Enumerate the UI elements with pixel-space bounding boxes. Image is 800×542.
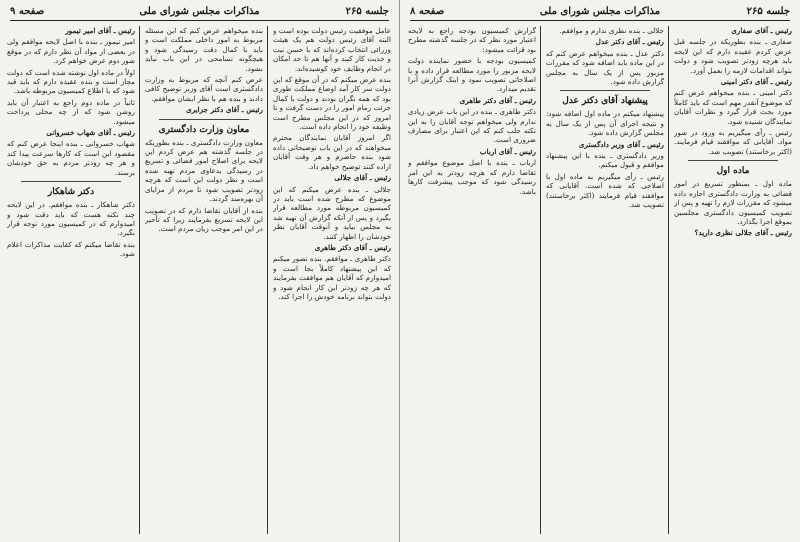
divider — [688, 160, 778, 161]
columns — [408, 26, 792, 534]
paragraph: پیشنهاد میکنم در ماده اول اضافه شود: و نتیجه اجرای آن پس از یک سال به مجلس گزارش داده شود. — [546, 109, 664, 138]
speaker-line: رئیس ـ آقای دکتر عدل — [595, 37, 664, 47]
paragraph: رئیس ـ رأی میگیریم به ماده اول با اصلاحی که شده است. آقایانی که موافقند قیام فرمایند (اکثر برخاستند) تصویب شد. — [546, 171, 664, 210]
column-divider — [668, 26, 669, 534]
page-header — [410, 6, 790, 21]
session-number: جلسه ۲۶۵ — [746, 6, 790, 17]
paragraph: کمیسیون بودجه با حضور نماینده دولت لایحه مزبور را مورد مطالعه قرار داده و با اصلاحاتی تصویب نمود و اینک گزارش آنرا تقدیم میدارد. — [408, 56, 536, 94]
paragraph: ثانیاً در ماده دوم راجع به اعتبار آن باید روشن شود که از چه محلی پرداخت میشود. — [7, 97, 135, 126]
divider — [21, 181, 121, 182]
page-header — [10, 6, 389, 21]
paragraph: بنده عرض میکنم که در آن موقع که این دولت سر کار آمد اوضاع مملکت طوری بود که همه نگران بودند و دولت با کمال جرئت زمام امور را در دست گرفت و تا امروز که در این مجلس مطرح است وظیفه خود را انجام داده است. — [273, 75, 391, 132]
paragraph: بنده از آقایان تقاضا دارم که در تصویب این لایحه تسریع بفرمایند زیرا که تأخیر در این امر موجب زیان مردم است. — [145, 205, 263, 234]
header-title: مذاکرات مجلس شورای ملی — [539, 6, 661, 17]
speaker-line: رئیس ـ آقای وزیر دادگستری — [578, 139, 664, 149]
speaker-line: رئیس ـ آقای شهاب خسروانی — [46, 128, 135, 138]
paragraph: رئیس ـ رأی میگیریم به ورود در شور مواد. آقایانی که موافقند قیام فرمایند. (اکثر برخاستند) تصویب شد. — [674, 128, 792, 156]
speaker-line: رئیس ـ آقای امیر تیمور — [65, 26, 135, 35]
section-heading: ماده اول — [716, 166, 750, 177]
speaker-line: رئیس ـ آقای دکتر امینی — [720, 77, 792, 87]
paragraph: ماده اول ـ بمنظور تسریع در امور قضائی به وزارت دادگستری اجازه داده میشود که مقررات لازم را تهیه و پس از تصویب کمیسیون دادگستری مجلسین بموقع اجرا بگذارد. — [674, 179, 792, 226]
column-3 — [408, 26, 536, 534]
paragraph: دکتر شاهکار ـ بنده موافقم. در این لایحه چند نکته هست که باید دقت شود و امیدوارم که در کمیسیون مورد توجه قرار بگیرد. — [7, 200, 135, 238]
section-heading: معاون وزارت دادگستری — [158, 124, 250, 135]
paragraph: شهاب خسروانی ـ بنده اینجا عرض کنم که مقصود این است که کارها سرعت پیدا کند و هر چه زودتر مردم به حق خودشان برسند. — [7, 139, 135, 177]
right-page — [400, 0, 800, 542]
paragraph: بنده میخواهم عرض کنم که این مسئله مربوط به امور داخلی مملکت است و باید با کمال دقت رسیدگی شود و هیچگونه تسامحی در این باب نباید بشود. — [145, 26, 263, 73]
paragraph: دکتر طاهری ـ بنده در این باب عرض زیادی ندارم ولی میخواهم توجه آقایان را به این نکته جلب کنم که این اعتبار برای مصارف ضروری است. — [408, 107, 536, 145]
paragraph: دکتر امینی ـ بنده میخواهم عرض کنم که موضوع آنقدر مهم است که باید کاملاً مورد بحث قرار گیرد و نظرات آقایان نمایندگان شنیده شود. — [674, 88, 792, 126]
paragraph: معاون وزارت دادگستری ـ بنده بطوریکه در جلسه گذشته هم عرض کردم این لایحه برای اصلاح امور قضائی و تسریع در رسیدگی بدعاوی مردم تهیه شده است و نظر دولت این است که هرچه زودتر تصویب شود تا مردم از مزایای آن بهره‌مند گردند. — [145, 137, 263, 204]
paragraph: صفاری ـ بنده بطوریکه در جلسه قبل عرض کردم عقیده دارم که این لایحه باید هرچه زودتر تصویب شود و دولت بتواند اقدامات لازمه را بعمل آورد. — [674, 37, 792, 75]
divider — [560, 90, 650, 91]
paragraph: دکتر طاهری ـ موافقم. بنده تصور میکنم که این پیشنهاد کاملاً بجا است و امیدوارم که آقایان هم موافقت بفرمایند که هر چه زودتر این کار انجام شود و دولت بتواند برنامه خودش را اجرا کند. — [273, 254, 391, 301]
paragraph: عرض کنم آنچه که مربوط به وزارت دادگستری است آقای وزیر توضیح کافی دادند و بنده هم با نظر ایشان موافقم. — [145, 75, 263, 103]
divider — [159, 119, 249, 120]
paragraph: اگر امروز آقایان نمایندگان محترم میخواهند که در این باب توضیحاتی داده شود بنده حاضرم و هر وقت آقایان اراده کنند توضیح خواهم داد. — [273, 133, 391, 171]
speaker-line: رئیس ـ آقای دکتر طاهری — [459, 95, 536, 105]
speaker-line: رئیس ـ آقای دکتر طاهری — [314, 242, 391, 252]
column-divider — [139, 26, 140, 534]
page-number: صفحه ۹ — [10, 6, 45, 17]
section-heading: پیشنهاد آقای دکتر عدل — [562, 96, 648, 107]
speaker-line: رئیس ـ آقای ارباب — [479, 146, 536, 156]
section-heading: دکتر شاهکار — [47, 187, 95, 198]
column-2 — [145, 26, 263, 534]
paragraph: اولاً در ماده اول نوشته شده است که دولت مجاز است و بنده عقیده دارم که باید قید شود که با اطلاع کمیسیون مربوطه باشد. — [7, 67, 135, 96]
paragraph: ارباب ـ بنده با اصل موضوع موافقم و تقاضا دارم که هرچه زودتر به این امر رسیدگی شود که موجب پیشرفت کارها باشد. — [408, 158, 536, 196]
page-number: صفحه ۸ — [410, 6, 445, 17]
column-1 — [674, 26, 792, 534]
paragraph: جلالی ـ بنده عرض میکنم که این موضوع که مطرح شده است باید در کمیسیون مربوطه مورد مطالعه قرار بگیرد و پس از آنکه گزارش آن تهیه شد به مجلس بیاید و آنوقت آقایان نظر خودشان را اظهار کنند. — [273, 184, 391, 241]
column-divider — [540, 26, 541, 534]
speaker-line: رئیس ـ آقای جلالی نظری دارید؟ — [694, 228, 792, 238]
speaker-line: رئیس ـ آقای جلالی — [334, 173, 391, 183]
paragraph: عامل موفقیت رئیس دولت بوده است و البته آقای رئیس دولت هم یک هیئت وزرائی انتخاب کرده‌اند که با حسن نیت و جدیت کار کنند و آنها هم تا حد امکان در انجام وظایف خود کوشیده‌اند. — [273, 26, 391, 73]
paragraph: جلالی ـ بنده نظری ندارم و موافقم. — [559, 26, 664, 35]
paragraph: دکتر عدل ـ بنده میخواهم عرض کنم که در این ماده باید اضافه شود که مقررات مزبور پس از یک سال به مجلس گزارش داده شود. — [546, 48, 664, 87]
columns — [8, 26, 391, 534]
header-title: مذاکرات مجلس شورای ملی — [139, 6, 260, 17]
paragraph: گزارش کمیسیون بودجه راجع به لایحه اعتبار مورد نظر که در جلسه گذشته مطرح بود قرائت میشود: — [408, 26, 536, 54]
column-divider — [267, 26, 268, 534]
column-1 — [273, 26, 391, 534]
paragraph: امیر تیمور ـ بنده با اصل لایحه موافقم ولی در بعضی از مواد آن نظر دارم که در موقع شور دوم عرض خواهم کرد. — [7, 37, 135, 66]
paragraph: وزیر دادگستری ـ بنده با این پیشنهاد موافقم و قبول میکنم. — [546, 151, 664, 170]
speaker-line: رئیس ـ آقای دکتر جزایری — [186, 105, 263, 115]
session-number: جلسه ۲۶۵ — [345, 6, 389, 17]
paragraph: بنده تقاضا میکنم که کفایت مذاکرات اعلام شود. — [7, 239, 135, 259]
column-2 — [546, 26, 664, 534]
speaker-line: رئیس ـ آقای صفاری — [731, 26, 792, 35]
column-3 — [7, 26, 135, 534]
